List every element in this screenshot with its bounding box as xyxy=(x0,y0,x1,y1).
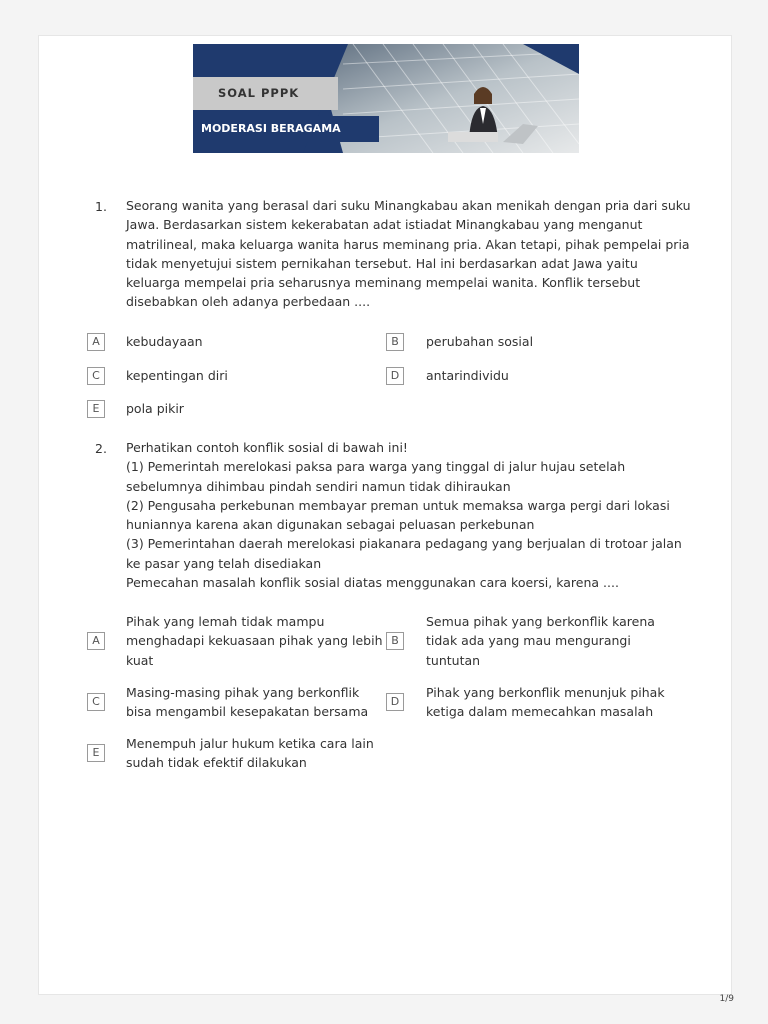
option-text[interactable]: Masing-masing pihak yang berkonflik bisa mengambil kesepakatan bersama xyxy=(126,685,369,720)
option-letter-d[interactable]: D xyxy=(386,693,404,711)
option-letter-c[interactable]: C xyxy=(87,367,105,385)
banner-tag: SOAL PPPK xyxy=(193,77,338,110)
option-text[interactable]: antarindividu xyxy=(426,368,509,383)
question-line: (2) Pengusaha perkebunan membayar preman untuk memaksa warga pergi dari lokasi huniannya karena akan digunakan sebagai peluasan perkebunan xyxy=(126,497,670,533)
option-text[interactable]: pola pikir xyxy=(126,401,184,416)
option-letter-a[interactable]: A xyxy=(87,333,105,351)
option-letter-a[interactable]: A xyxy=(87,632,105,650)
question-text xyxy=(126,438,692,592)
option-letter-d[interactable]: D xyxy=(386,367,404,385)
question-line: (3) Pemerintahan daerah merelokasi piakanara pedagang yang berjualan di trotoar jalan ke pasar yang telah disediakan xyxy=(126,536,682,571)
question-line: (1) Pemerintah merelokasi paksa para warga yang tinggal di jalur hujau setelah sebelumnya dihimbau pindah sendiri namun tidak dihiraukan xyxy=(126,459,626,494)
header-banner xyxy=(193,44,579,153)
option-letter-e[interactable]: E xyxy=(87,400,105,418)
option-letter-c[interactable]: C xyxy=(87,693,105,711)
question-line: Perhatikan contoh konflik sosial di bawah ini! xyxy=(126,440,408,455)
question-number: 2. xyxy=(95,441,107,456)
document-page xyxy=(38,35,732,995)
option-letter-b[interactable]: B xyxy=(386,632,404,650)
banner-title: MODERASI BERAGAMA xyxy=(201,122,341,135)
option-text[interactable]: kepentingan diri xyxy=(126,368,228,383)
option-letter-b[interactable]: B xyxy=(386,333,404,351)
question-text: Seorang wanita yang berasal dari suku Minangkabau akan menikah dengan pria dari suku Jawa. Berdasarkan sistem kekerabatan adat istiadat Minangkabau yang menganut matrilineal, maka keluarga wanita harus meminang pria. Akan tetapi, pihak pempelai pria tidak menyetujui sistem pernikahan tersebut. Hal ini berdasarkan adat Jawa yaitu keluarga mempelai pria seharusnya meminang mempelai wanita. Konflik tersebut disebabkan oleh adanya perbedaan .... xyxy=(126,198,691,310)
page-number: 1/9 xyxy=(719,994,734,1004)
option-text[interactable]: Semua pihak yang berkonflik karena tidak ada yang mau mengurangi tuntutan xyxy=(426,614,655,668)
question-number: 1. xyxy=(95,199,107,214)
option-letter-e[interactable]: E xyxy=(87,744,105,762)
option-text[interactable]: Menempuh jalur hukum ketika cara lain sudah tidak efektif dilakukan xyxy=(126,736,374,771)
option-text[interactable]: Pihak yang lemah tidak mampu menghadapi kekuasaan pihak yang lebih kuat xyxy=(126,614,383,668)
option-text[interactable]: Pihak yang berkonflik menunjuk pihak ketiga dalam memecahkan masalah xyxy=(426,685,665,720)
option-text[interactable]: kebudayaan xyxy=(126,334,203,349)
option-text[interactable]: perubahan sosial xyxy=(426,334,534,349)
question-line: Pemecahan masalah konflik sosial diatas menggunakan cara koersi, karena .... xyxy=(126,575,619,591)
